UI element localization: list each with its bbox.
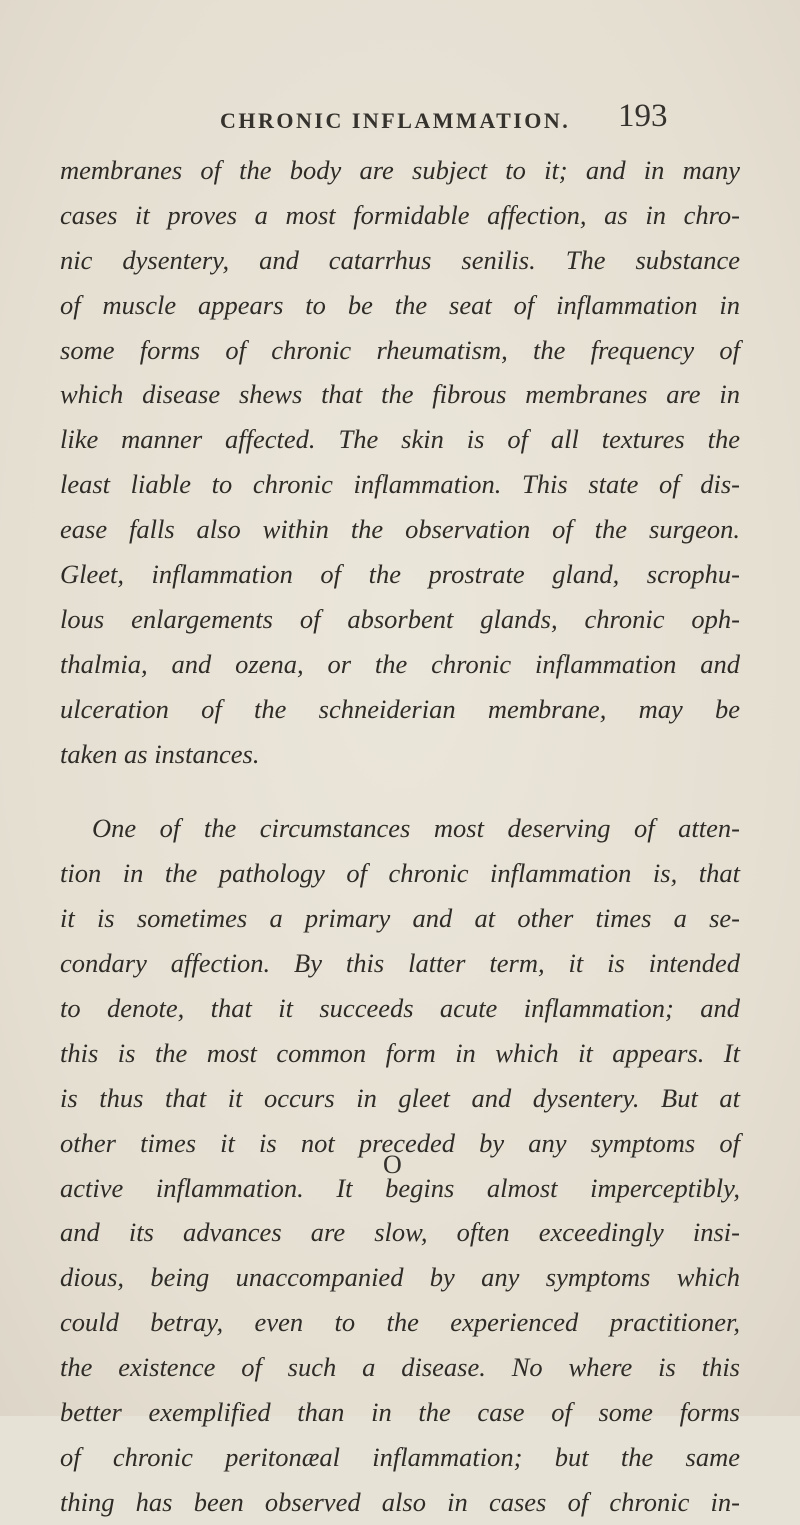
text-line: other times it is not preceded by any symptoms of	[60, 1127, 740, 1158]
text-line: cases it proves a most formidable affection, as in chro-	[60, 199, 740, 230]
page-header	[0, 98, 800, 138]
text-line: taken as instances.	[60, 738, 260, 769]
text-line: which disease shews that the fibrous membranes are in	[60, 379, 740, 410]
text-line: this is the most common form in which it appears. It	[60, 1037, 740, 1068]
paragraph-1	[60, 148, 740, 776]
text-line: could betray, even to the experienced practitioner,	[60, 1307, 740, 1338]
text-line: it is sometimes a primary and at other times a se-	[60, 903, 740, 934]
text-line: tion in the pathology of chronic inflammation is, that	[60, 858, 740, 889]
text-line: membranes of the body are subject to it; and in many	[60, 155, 740, 185]
paragraph-gap	[60, 776, 740, 806]
text-line: Gleet, inflammation of the prostrate gland, scrophu-	[60, 559, 740, 590]
text-line: is thus that it occurs in gleet and dysentery. But at	[60, 1082, 740, 1113]
text-line: thing has been observed also in cases of chronic in-	[60, 1486, 740, 1517]
text-line: condary affection. By this latter term, it is intended	[60, 948, 740, 979]
text-line: to denote, that it succeeds acute inflammation; and	[60, 993, 740, 1024]
text-line: active inflammation. It begins almost imperceptibly,	[60, 1172, 740, 1203]
signature-mark: O	[383, 1150, 402, 1179]
text-line: and its advances are slow, often exceedingly insi-	[60, 1217, 740, 1248]
text-line: least liable to chronic inflammation. This state of dis-	[60, 469, 740, 500]
text-line: nic dysentery, and catarrhus senilis. The substance	[60, 244, 740, 275]
body-text	[60, 148, 740, 1525]
text-line: some forms of chronic rheumatism, the frequency of	[60, 334, 740, 365]
text-line: dious, being unaccompanied by any symptoms which	[60, 1262, 740, 1293]
text-line: ease falls also within the observation of the surgeon.	[60, 514, 740, 545]
page-number: 193	[618, 98, 668, 134]
text-line: like manner affected. The skin is of all textures the	[60, 424, 740, 455]
text-line: the existence of such a disease. No where is this	[60, 1352, 740, 1383]
text-line: of chronic peritonæal inflammation; but the same	[60, 1441, 740, 1472]
text-line: better exemplified than in the case of some forms	[60, 1397, 740, 1428]
text-line: One of the circumstances most deserving of atten-	[92, 813, 740, 844]
text-line: of muscle appears to be the seat of inflammation in	[60, 289, 740, 320]
running-title: CHRONIC INFLAMMATION.	[220, 108, 571, 133]
text-line: lous enlargements of absorbent glands, chronic oph-	[60, 603, 740, 634]
text-line: ulceration of the schneiderian membrane, may be	[60, 693, 740, 724]
text-line: thalmia, and ozena, or the chronic inflammation and	[60, 648, 740, 679]
